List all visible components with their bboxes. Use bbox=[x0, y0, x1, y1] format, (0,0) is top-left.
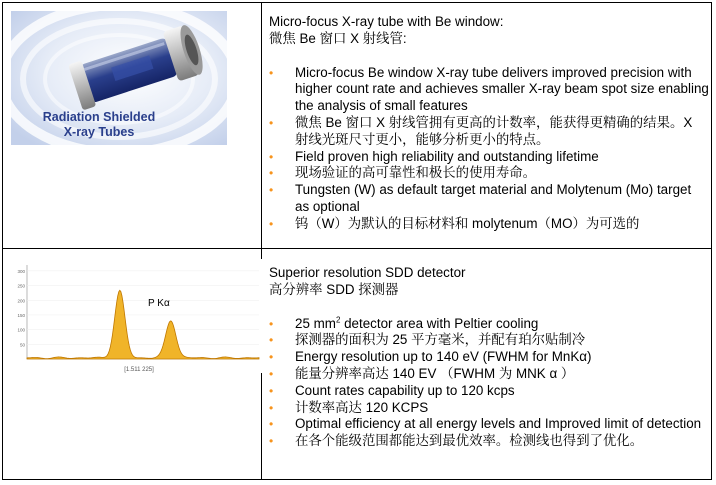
list-item: • 探测器的面积为 25 平方毫米，并配有珀尔贴制冷 bbox=[269, 332, 586, 348]
column-divider bbox=[261, 3, 262, 479]
xray-tube-photo bbox=[11, 11, 227, 145]
y-tick-label: 300 bbox=[17, 268, 25, 274]
spectrum-chart bbox=[11, 259, 263, 373]
y-tick-label: 50 bbox=[19, 342, 25, 348]
y-tick-label: 150 bbox=[17, 312, 25, 318]
list-item: • Optimal efficiency at all energy levels and Improved limit of detection bbox=[269, 416, 702, 432]
list-item: • 在各个能级范围都能达到最优效率。检测线也得到了优化。 bbox=[269, 433, 644, 449]
y-tick-label: 250 bbox=[17, 283, 25, 289]
list-item: • Energy resolution up to 140 eV (FWHM for MnKα) bbox=[269, 349, 592, 365]
list-item: • 能量分辨率高达 140 EV （FWHM 为 MNK α ） bbox=[269, 365, 575, 381]
row2-title-en: Superior resolution SDD detector bbox=[269, 265, 466, 280]
row1-bullet-list bbox=[269, 65, 709, 233]
list-item: • 微焦 Be 窗口 X 射线管拥有更高的计数率，能获得更精确的结果。X 射线光斑尺寸更小，能够分析更小的特点。 bbox=[269, 114, 693, 147]
row2-description bbox=[269, 265, 709, 450]
list-item: • Tungsten (W) as default target material and Molytenum (Mo) target as optional bbox=[269, 182, 692, 214]
list-item: • Micro-focus Be window X-ray tube delivers improved precision with higher count rate and achieves smaller X-ray beam spot size enabling the analysis of small features bbox=[269, 64, 709, 114]
list-item: • Count rates capability up to 120 kcps bbox=[269, 382, 515, 398]
y-tick-label: 200 bbox=[17, 298, 25, 304]
list-item: • 钨（W）为默认的目标材料和 molytenum（MO）为可选的 bbox=[269, 215, 640, 231]
list-item: • 计数率高达 120 KCPS bbox=[269, 399, 429, 415]
y-tick-label: 100 bbox=[17, 327, 25, 333]
x-readout: [1.511 225] bbox=[124, 367, 154, 373]
row1-title-zh: 微焦 Be 窗口 X 射线管: bbox=[269, 30, 407, 46]
list-item: • 现场验证的高可靠性和极长的使用寿命。 bbox=[269, 165, 537, 181]
photo-caption-line2: X-ray Tubes bbox=[63, 125, 135, 139]
chart-background bbox=[11, 259, 263, 373]
row1-description bbox=[269, 14, 709, 233]
photo-caption-line1: Radiation Shielded bbox=[42, 110, 156, 124]
row-divider bbox=[3, 248, 711, 249]
row2-title-zh: 高分辨率 SDD 探测器 bbox=[269, 281, 399, 297]
row1-title-en: Micro-focus X-ray tube with Be window: bbox=[269, 14, 504, 29]
list-item: • 25 $mm^2$ detector area with Peltier cooling bbox=[269, 315, 539, 331]
row2-bullet-list bbox=[269, 316, 709, 450]
spec-table bbox=[2, 2, 712, 480]
peak-label: P Kα bbox=[148, 298, 170, 309]
list-item: • Field proven high reliability and outstanding lifetime bbox=[269, 148, 599, 164]
